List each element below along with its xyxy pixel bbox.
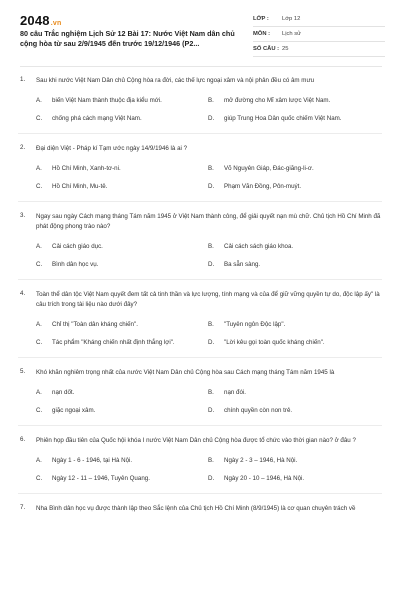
option-letter: B.	[208, 389, 214, 396]
answer-option[interactable]	[208, 406, 382, 415]
question-text: Khó khăn nghiêm trọng nhất của nước Việt Nam Dân chủ Cộng hòa sau Cách mạng tháng Tám năm 1945 là	[36, 369, 335, 376]
option-letter: D.	[208, 183, 215, 190]
answer-options	[36, 320, 382, 347]
option-text: Ngày 1 - 6 - 1946, tại Hà Nội.	[52, 457, 133, 464]
option-letter: A.	[36, 165, 42, 172]
header	[0, 0, 400, 64]
option-text: Cải cách giáo dục.	[52, 243, 103, 250]
option-letter: C.	[36, 339, 43, 346]
question	[0, 504, 400, 514]
answer-option[interactable]	[36, 164, 208, 173]
option-text: nạn dốt.	[52, 389, 75, 396]
option-text: chống phá cách mạng Việt Nam.	[52, 115, 142, 122]
answer-option[interactable]	[208, 388, 382, 397]
answer-options	[36, 456, 382, 483]
question-text: Phiên họp đầu tiên của Quốc hội khóa I nước Việt Nam Dân chủ Cộng hòa được tổ chức vào thời gian nào? ở đâu ?	[36, 437, 356, 444]
answer-option[interactable]	[36, 406, 208, 415]
option-letter: B.	[208, 97, 214, 104]
meta-value: 25	[282, 46, 289, 52]
answer-option[interactable]	[36, 260, 208, 269]
answer-option[interactable]	[208, 164, 382, 173]
option-text: "Tuyên ngôn Độc lập".	[224, 321, 286, 328]
answer-option[interactable]	[36, 96, 208, 105]
meta-row-subject	[253, 27, 385, 42]
option-letter: C.	[36, 183, 43, 190]
question-number: 2.	[20, 144, 26, 151]
logo-domain: .vn	[50, 20, 62, 27]
meta-row-class	[253, 12, 385, 27]
question-number: 4.	[20, 290, 26, 297]
answer-option[interactable]	[36, 242, 208, 251]
option-text: mở đường cho Mĩ xâm lược Việt Nam.	[224, 97, 331, 104]
question	[0, 76, 400, 123]
answer-options	[36, 242, 382, 269]
option-letter: A.	[36, 389, 42, 396]
answer-option[interactable]	[36, 182, 208, 191]
option-text: Cải cách sách giáo khoa.	[224, 243, 294, 250]
option-letter: A.	[36, 457, 42, 464]
option-text: giúp Trung Hoa Dân quốc chiếm Việt Nam.	[224, 115, 342, 122]
meta-label: SỐ CÂU :	[253, 46, 280, 52]
option-letter: B.	[208, 457, 214, 464]
meta-label: MÔN :	[253, 31, 271, 37]
meta-info	[253, 12, 385, 57]
option-letter: D.	[208, 475, 215, 482]
option-letter: C.	[36, 115, 43, 122]
answer-option[interactable]	[208, 474, 382, 483]
answer-option[interactable]	[36, 320, 208, 329]
option-text: Ngày 20 - 10 – 1946, Hà Nội.	[224, 475, 305, 482]
option-letter: B.	[208, 165, 214, 172]
question	[0, 144, 400, 191]
answer-option[interactable]	[208, 260, 382, 269]
answer-option[interactable]	[208, 242, 382, 251]
option-text: giặc ngoại xâm.	[52, 407, 96, 414]
option-text: "Lời kêu gọi toàn quốc kháng chiến".	[224, 339, 325, 346]
question	[0, 212, 400, 269]
answer-option[interactable]	[36, 474, 208, 483]
option-text: biến Việt Nam thành thuộc địa kiểu mới.	[52, 97, 162, 104]
question-number: 1.	[20, 76, 26, 83]
question	[0, 436, 400, 483]
question-number: 5.	[20, 368, 26, 375]
option-text: Tác phẩm "Kháng chiến nhất định thắng lợi".	[52, 339, 175, 346]
answer-option[interactable]	[36, 456, 208, 465]
answer-option[interactable]	[36, 338, 208, 347]
option-letter: C.	[36, 261, 43, 268]
question-text: Nha Bình dân học vụ được thành lập theo Sắc lệnh của Chủ tịch Hồ Chí Minh (8/9/1945) là cơ quan chuyên trách về	[36, 505, 356, 512]
question-text: Đại diện Việt - Pháp kí Tạm ước ngày 14/9/1946 là ai ?	[36, 145, 188, 152]
site-logo[interactable]	[20, 13, 61, 28]
meta-value: Lớp 12	[282, 16, 301, 22]
option-letter: A.	[36, 243, 42, 250]
option-text: Ngày 12 - 11 – 1946, Tuyên Quang.	[52, 475, 150, 482]
option-letter: D.	[208, 261, 215, 268]
option-letter: B.	[208, 243, 214, 250]
question-number: 7.	[20, 504, 26, 511]
question-number: 6.	[20, 436, 26, 443]
question	[0, 368, 400, 415]
option-text: Ngày 2 - 3 – 1946, Hà Nội.	[224, 457, 298, 464]
option-text: chính quyền còn non trẻ.	[224, 407, 293, 414]
answer-option[interactable]	[36, 114, 208, 123]
question-number: 3.	[20, 212, 26, 219]
question-text: Ngay sau ngày Cách mạng tháng Tám năm 1945 ở Việt Nam thành công, để giải quyết nạn mù chữ. Chủ tịch Hồ Chí Minh đã phát động phong trào nào?	[36, 213, 381, 230]
question-text: Sau khi nước Việt Nam Dân chủ Cộng hòa ra đời, các thế lực ngoại xâm và nội phản đều có âm mưu	[36, 77, 315, 84]
answer-options	[36, 164, 382, 191]
meta-row-count	[253, 42, 385, 57]
logo-text: 2048	[20, 13, 50, 28]
answer-options	[36, 388, 382, 415]
answer-options	[36, 96, 382, 123]
answer-option[interactable]	[208, 96, 382, 105]
question	[0, 290, 400, 347]
option-letter: D.	[208, 407, 215, 414]
question-list	[0, 76, 400, 514]
option-text: nạn đói.	[224, 389, 247, 396]
option-letter: C.	[36, 407, 43, 414]
answer-option[interactable]	[208, 182, 382, 191]
option-text: Hồ Chí Minh, Xanh-tơ-ni.	[52, 165, 121, 172]
answer-option[interactable]	[36, 388, 208, 397]
option-text: Phạm Văn Đồng, Pôn-muýt.	[224, 183, 302, 190]
answer-option[interactable]	[208, 338, 382, 347]
answer-option[interactable]	[208, 320, 382, 329]
option-letter: C.	[36, 475, 43, 482]
page-title: 80 câu Trắc nghiệm Lịch Sử 12 Bài 17: Nước Việt Nam dân chủ cộng hòa từ sau 2/9/1945 đến trước 19/12/1946 (P2...	[20, 29, 235, 48]
option-letter: A.	[36, 97, 42, 104]
option-text: Võ Nguyên Giáp, Đác-giăng-li-ơ.	[224, 165, 314, 172]
question-text: Toàn thể dân tộc Việt Nam quyết đem tất cả tinh thần và lực lượng, tính mạng và của để giữ vững quyền tự do, độc lập ấy" là câu trích trong tài liệu nào dưới đây?	[36, 291, 380, 308]
meta-value: Lịch sử	[282, 31, 302, 37]
meta-label: LỚP :	[253, 16, 269, 22]
answer-option[interactable]	[208, 114, 382, 123]
option-text: Ba sẵn sàng.	[224, 261, 261, 268]
option-text: Chỉ thị "Toàn dân kháng chiến".	[52, 321, 138, 328]
option-letter: D.	[208, 115, 215, 122]
option-letter: B.	[208, 321, 214, 328]
option-letter: D.	[208, 339, 215, 346]
option-text: Bình dân học vụ.	[52, 261, 99, 268]
answer-option[interactable]	[208, 456, 382, 465]
header-divider	[20, 66, 382, 67]
option-letter: A.	[36, 321, 42, 328]
option-text: Hồ Chí Minh, Mu-tê.	[52, 183, 108, 190]
